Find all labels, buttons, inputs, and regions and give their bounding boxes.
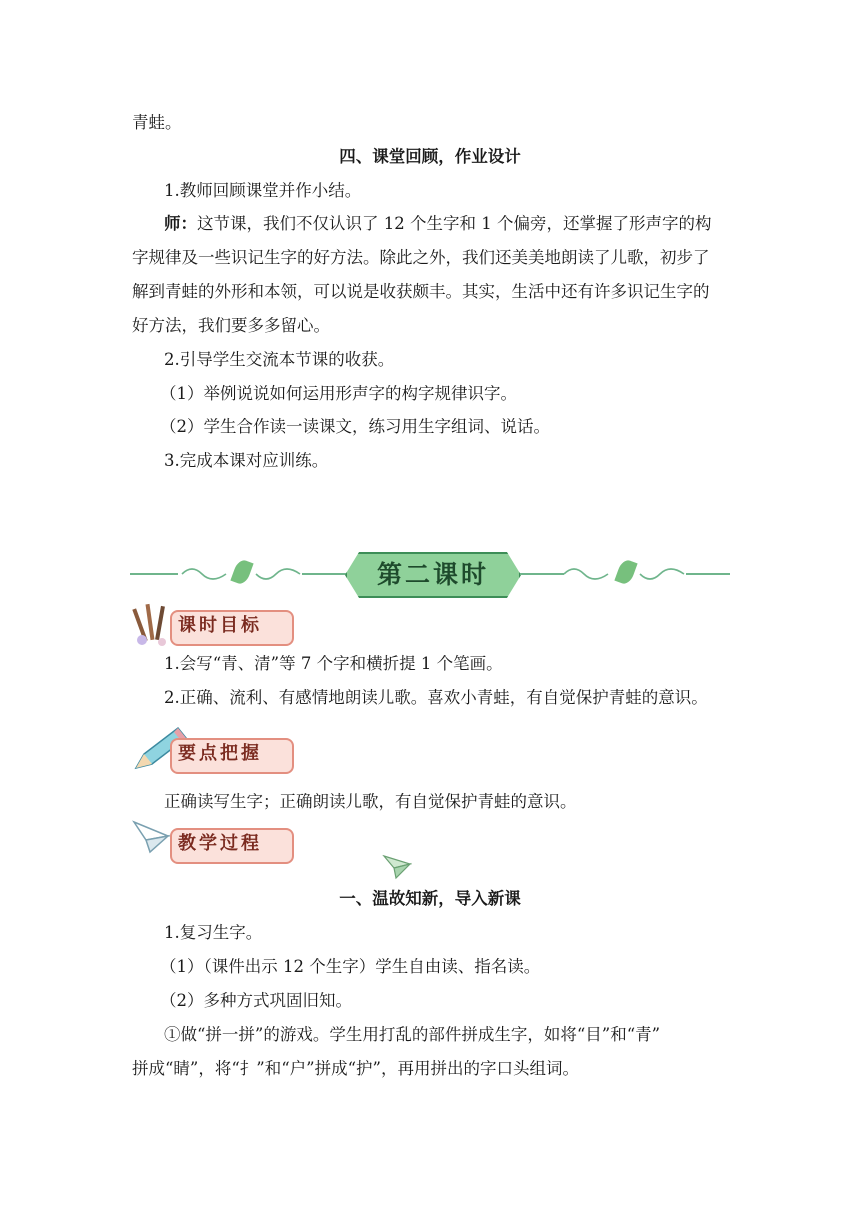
key-point-text: 正确读写生字；正确朗读儿歌，有自觉保护青蛙的意识。 bbox=[164, 792, 577, 811]
divider bbox=[302, 573, 346, 575]
teacher-label: 师： bbox=[164, 214, 197, 233]
list-subitem: （1）（课件出示 12 个生字）学生自由读、指名读。 bbox=[160, 957, 541, 976]
paper-plane-icon bbox=[382, 850, 412, 880]
banner-title: 第二课时 bbox=[376, 560, 489, 589]
list-item: 3.完成本课对应训练。 bbox=[164, 451, 329, 470]
section-heading: 一、温故知新，导入新课 bbox=[339, 889, 521, 908]
flourish-icon bbox=[562, 562, 612, 586]
teacher-paragraph-line: 解到青蛙的外形和本领，可以说是收获颇丰。其实，生活中还有许多识记生字的 bbox=[132, 282, 710, 301]
flourish-icon bbox=[638, 562, 688, 586]
process-tag bbox=[132, 824, 292, 860]
teacher-text: 这节课，我们不仅认识了 12 个生字和 1 个偏旁，还掌握了形声字的构 bbox=[197, 214, 712, 233]
list-item: 1.复习生字。 bbox=[164, 923, 263, 942]
text-line: 青蛙。 bbox=[132, 113, 182, 132]
flourish-icon bbox=[254, 562, 304, 586]
list-subitem: （2）学生合作读一读课文，练习用生字组词、说话。 bbox=[160, 417, 550, 436]
list-item: 1.会写“青、清”等 7 个字和横折提 1 个笔画。 bbox=[164, 654, 503, 673]
teacher-paragraph-line: 好方法，我们要多多留心。 bbox=[132, 316, 330, 335]
list-item: 1.教师回顾课堂并作小结。 bbox=[164, 181, 362, 200]
game-paragraph-line: 拼成“睛”，将“扌”和“户”拼成“护”，再用拼出的字口头组词。 bbox=[132, 1059, 579, 1078]
leaf-icon bbox=[230, 558, 253, 586]
list-subitem: （1）举例说说如何运用形声字的构字规律识字。 bbox=[160, 384, 517, 403]
section-banner bbox=[130, 548, 730, 602]
list-subitem: （2）多种方式巩固旧知。 bbox=[160, 991, 352, 1010]
teacher-paragraph-line bbox=[164, 207, 734, 241]
game-paragraph-line: ①做“拼一拼”的游戏。学生用打乱的部件拼成生字，如将“目”和“青” bbox=[164, 1025, 661, 1044]
divider bbox=[130, 573, 178, 575]
tag-label: 要点把握 bbox=[178, 743, 262, 764]
list-item: 2.正确、流利、有感情地朗读儿歌。喜欢小青蛙，有自觉保护青蛙的意识。 bbox=[164, 688, 708, 707]
teacher-paragraph-line: 字规律及一些识记生字的好方法。除此之外，我们还美美地朗读了儿歌，初步了 bbox=[132, 248, 710, 267]
paper-plane-icon bbox=[132, 818, 172, 858]
divider bbox=[686, 573, 730, 575]
leaf-icon bbox=[614, 558, 637, 586]
goal-tag bbox=[132, 606, 292, 642]
divider bbox=[520, 573, 564, 575]
tag-label: 教学过程 bbox=[178, 833, 262, 854]
list-item: 2.引导学生交流本节课的收获。 bbox=[164, 350, 395, 369]
key-tag bbox=[132, 734, 292, 770]
tag-label: 课时目标 bbox=[178, 615, 262, 636]
section-heading: 四、课堂回顾，作业设计 bbox=[339, 147, 521, 166]
flourish-icon bbox=[180, 562, 230, 586]
